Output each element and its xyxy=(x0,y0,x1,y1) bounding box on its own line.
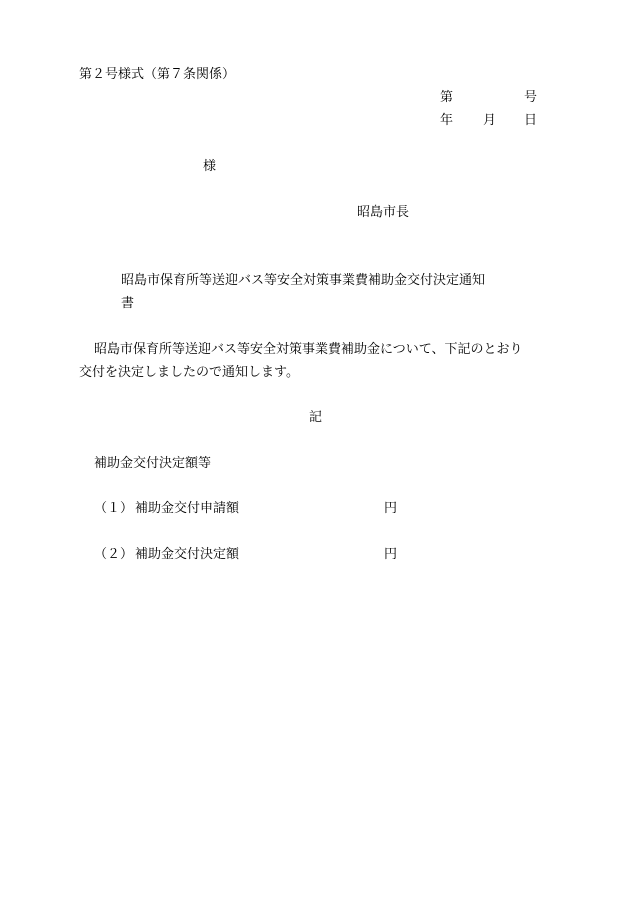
form-label: 第２号様式（第７条関係） xyxy=(79,67,236,82)
item-unit-2: 円 xyxy=(384,547,398,562)
doc-number-prefix: 第 xyxy=(440,90,454,105)
item-number-1: （１） xyxy=(94,501,134,516)
doc-number-suffix: 号 xyxy=(524,90,538,105)
document-title-line2: 書 xyxy=(121,296,135,311)
ki-heading: 記 xyxy=(309,410,323,425)
item-unit-1: 円 xyxy=(384,501,398,516)
item-number-2: （２） xyxy=(94,547,134,562)
date-month: 月 xyxy=(483,113,497,128)
document-title-line1: 昭島市保育所等送迎バス等安全対策事業費補助金交付決定通知 xyxy=(121,273,486,288)
date-year: 年 xyxy=(440,113,454,128)
item-label-2: 補助金交付決定額 xyxy=(135,547,240,562)
body-text-line1: 昭島市保育所等送迎バス等安全対策事業費補助金について、下記のとおり xyxy=(94,342,523,357)
body-text-line2: 交付を決定しましたので通知します。 xyxy=(79,365,299,380)
issuer: 昭島市長 xyxy=(357,205,410,220)
date-day: 日 xyxy=(524,113,538,128)
section-heading: 補助金交付決定額等 xyxy=(94,456,212,471)
item-label-1: 補助金交付申請額 xyxy=(135,501,240,516)
addressee-suffix: 様 xyxy=(203,159,217,174)
